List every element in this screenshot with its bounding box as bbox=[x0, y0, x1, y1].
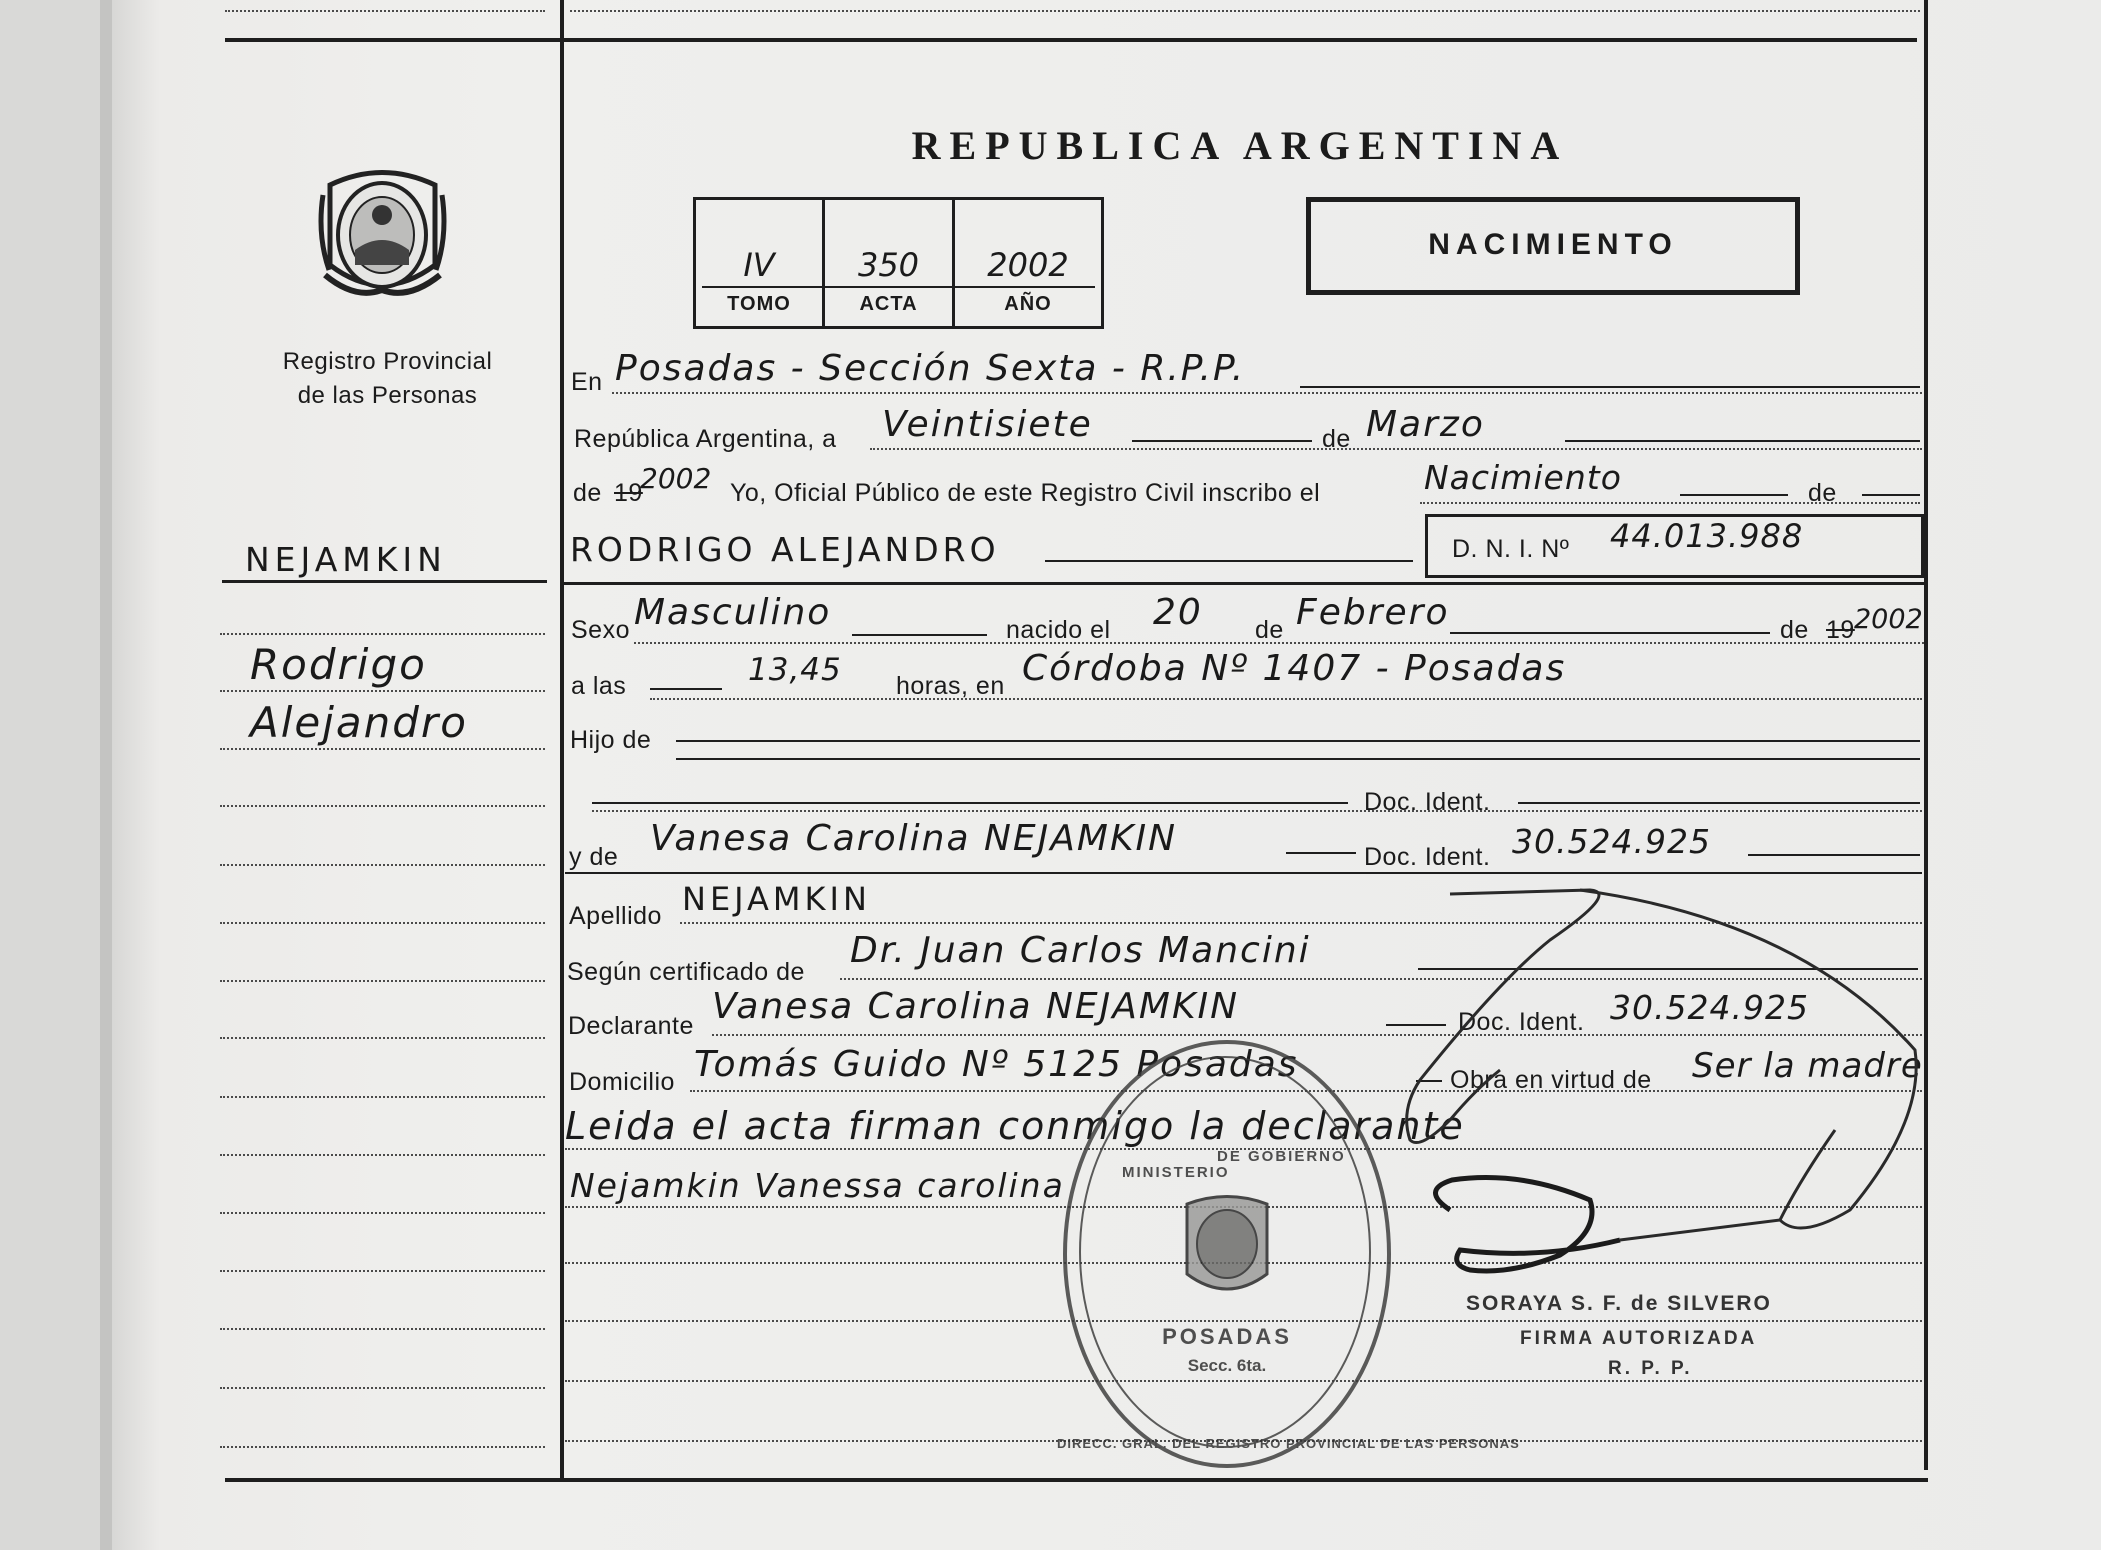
registry-title-line1: Registro Provincial bbox=[282, 348, 493, 375]
de-label-2: de bbox=[1808, 479, 1837, 507]
mes-value: Marzo bbox=[1366, 404, 1485, 445]
lugar-value: Córdoba Nº 1407 - Posadas bbox=[1022, 648, 1567, 689]
horas-label: horas, en bbox=[896, 672, 1005, 700]
dni-box bbox=[1425, 514, 1924, 578]
madre-value: Vanesa Carolina NEJAMKIN bbox=[650, 818, 1178, 859]
margin-dotted-line bbox=[220, 690, 545, 692]
margin-dotted-line bbox=[220, 1328, 545, 1330]
row3-dotted-line bbox=[1420, 502, 1920, 504]
en-label: En bbox=[571, 368, 603, 396]
stamp-emblem-icon bbox=[1177, 1194, 1277, 1304]
declarante-label: Declarante bbox=[568, 1012, 694, 1040]
apellido-value: NEJAMKIN bbox=[682, 880, 871, 918]
firma-line: Nejamkin Vanessa carolina bbox=[570, 1166, 1065, 1205]
alas-dotted-line bbox=[650, 698, 1922, 700]
bottom-rule bbox=[225, 1478, 1928, 1482]
registry-seal bbox=[315, 165, 450, 305]
act-type-box bbox=[1306, 197, 1800, 295]
official-signature-icon bbox=[1380, 880, 1940, 1330]
fill-line bbox=[1132, 440, 1312, 442]
record-box-rule bbox=[702, 286, 1095, 288]
stamp-section: Secc. 6ta. bbox=[1187, 1356, 1267, 1375]
margin-dotted-line bbox=[220, 633, 545, 635]
tomo-label: TOMO bbox=[727, 293, 791, 315]
fill-line bbox=[1286, 852, 1356, 854]
top-dotted-line bbox=[570, 10, 1920, 12]
signatory-office: R. P. P. bbox=[1608, 1358, 1693, 1379]
stamp-city: POSADAS bbox=[1162, 1324, 1292, 1349]
margin-dotted-line bbox=[220, 1387, 545, 1389]
sexo-value: Masculino bbox=[634, 592, 832, 633]
stamp-ring-text: DIRECC. GRAL. DEL REGISTRO PROVINCIAL DE LAS PERSONAS bbox=[1057, 1436, 1520, 1451]
signatory-name: SORAYA S. F. de SILVERO bbox=[1466, 1292, 1772, 1315]
nacido-mes: Febrero bbox=[1296, 592, 1450, 633]
dni-value: 44.013.988 bbox=[1610, 517, 1804, 555]
margin-dotted-line bbox=[220, 1446, 545, 1448]
margin-surname: NEJAMKIN bbox=[245, 540, 447, 579]
fill-line bbox=[676, 740, 1920, 742]
nacido-label: nacido el bbox=[1006, 616, 1111, 644]
en-value: Posadas - Sección Sexta - R.P.P. bbox=[615, 348, 1246, 389]
yo-text: Yo, Oficial Público de este Registro Civil inscribo el bbox=[730, 479, 1321, 507]
margin-dotted-line bbox=[220, 1037, 545, 1039]
docident-label: Doc. Ident. bbox=[1364, 788, 1491, 816]
obra-label: Obra en virtud de bbox=[1450, 1066, 1652, 1094]
en-dotted-line bbox=[612, 392, 1922, 394]
nacido-year: 2002 bbox=[1854, 604, 1923, 635]
de-label-3: de bbox=[1255, 616, 1284, 644]
signatory-role: FIRMA AUTORIZADA bbox=[1520, 1328, 1758, 1349]
fill-line bbox=[1518, 802, 1920, 804]
sexo-label: Sexo bbox=[571, 616, 630, 644]
margin-dotted-line bbox=[220, 1212, 545, 1214]
republica-label: República Argentina, a bbox=[574, 425, 837, 453]
hora-value: 13,45 bbox=[748, 652, 842, 688]
fill-line bbox=[676, 758, 1920, 760]
dni-label: D. N. I. Nº bbox=[1452, 535, 1570, 563]
fill-line bbox=[592, 802, 1348, 804]
fill-line bbox=[1565, 440, 1920, 442]
margin-surname-rule bbox=[222, 580, 547, 583]
leida-line: Leida el acta firman conmigo la declarante bbox=[565, 1104, 1465, 1148]
docident-dotted-line bbox=[592, 810, 1922, 812]
year-value: 2002 bbox=[640, 462, 712, 495]
anio-label: AÑO bbox=[1004, 293, 1052, 315]
year-prefix: de bbox=[573, 479, 602, 507]
declarante-doc-label: Doc. Ident. bbox=[1458, 1008, 1585, 1036]
declarante-doc: 30.524.925 bbox=[1610, 988, 1809, 1027]
madre-doc-label: Doc. Ident. bbox=[1364, 843, 1491, 871]
apellido-label: Apellido bbox=[569, 902, 662, 930]
stamp-inner-left: MINISTERIO bbox=[1122, 1164, 1230, 1181]
margin-dotted-line bbox=[220, 922, 545, 924]
column-divider bbox=[560, 0, 564, 1480]
margin-given-name-2: Alejandro bbox=[250, 698, 468, 747]
margin-dotted-line bbox=[220, 864, 545, 866]
fill-line bbox=[1862, 494, 1920, 496]
nombre-value: RODRIGO ALEJANDRO bbox=[570, 530, 1000, 569]
nacido-year-print: 19 bbox=[1826, 616, 1855, 644]
tomo-value: IV bbox=[743, 246, 775, 284]
acta-value: 350 bbox=[857, 246, 920, 284]
madre-doc: 30.524.925 bbox=[1512, 822, 1711, 861]
acta-label: ACTA bbox=[859, 293, 918, 315]
margin-dotted-line bbox=[220, 1270, 545, 1272]
fill-line bbox=[1300, 386, 1920, 388]
margin-dotted-line bbox=[220, 1154, 545, 1156]
republica-dotted-line bbox=[870, 448, 1922, 450]
declarante-value: Vanesa Carolina NEJAMKIN bbox=[712, 986, 1240, 1027]
de-label-4: de bbox=[1780, 616, 1809, 644]
certificado-value: Dr. Juan Carlos Mancini bbox=[850, 930, 1311, 971]
official-stamp bbox=[1057, 1040, 1520, 1468]
hijo-label: Hijo de bbox=[570, 726, 652, 754]
anio-value: 2002 bbox=[987, 246, 1069, 284]
province-seal-icon bbox=[315, 165, 450, 305]
fill-line bbox=[1680, 494, 1788, 496]
dia-value: Veintisiete bbox=[882, 404, 1093, 445]
page-fold bbox=[100, 0, 112, 1550]
fill-line bbox=[1450, 632, 1770, 634]
top-dotted-line bbox=[225, 10, 545, 12]
registry-title-line2: de las Personas bbox=[297, 382, 478, 409]
stamp-inner-right: DE GOBIERNO bbox=[1217, 1148, 1346, 1165]
act-type: NACIMIENTO bbox=[1428, 228, 1678, 261]
margin-dotted-line bbox=[220, 748, 545, 750]
nacido-dia: 20 bbox=[1153, 592, 1203, 633]
fill-line bbox=[852, 634, 987, 636]
margin-dotted-line bbox=[220, 1096, 545, 1098]
year-print: 19 bbox=[614, 479, 643, 507]
fill-line bbox=[1045, 560, 1413, 562]
country-heading: REPUBLICA ARGENTINA bbox=[911, 123, 1569, 168]
margin-dotted-line bbox=[220, 980, 545, 982]
alas-label: a las bbox=[571, 672, 627, 700]
section-rule bbox=[565, 872, 1922, 874]
fill-line bbox=[650, 688, 722, 690]
domicilio-label: Domicilio bbox=[569, 1068, 675, 1096]
section-rule bbox=[560, 582, 1928, 585]
record-box bbox=[693, 197, 1104, 329]
top-rule bbox=[225, 38, 1917, 42]
fill-line bbox=[1748, 854, 1920, 856]
yde-label: y de bbox=[569, 843, 619, 871]
certificado-label: Según certificado de bbox=[567, 958, 805, 986]
margin-given-name-1: Rodrigo bbox=[250, 640, 427, 689]
sexo-dotted-line bbox=[634, 642, 1924, 644]
de-label: de bbox=[1322, 425, 1351, 453]
margin-dotted-line bbox=[220, 805, 545, 807]
obra-value: Ser la madre bbox=[1692, 1046, 1923, 1086]
inscribe-value: Nacimiento bbox=[1424, 458, 1622, 497]
stamp-seal bbox=[1177, 1194, 1277, 1304]
domicilio-value: Tomás Guido Nº 5125 Posadas bbox=[694, 1044, 1299, 1085]
